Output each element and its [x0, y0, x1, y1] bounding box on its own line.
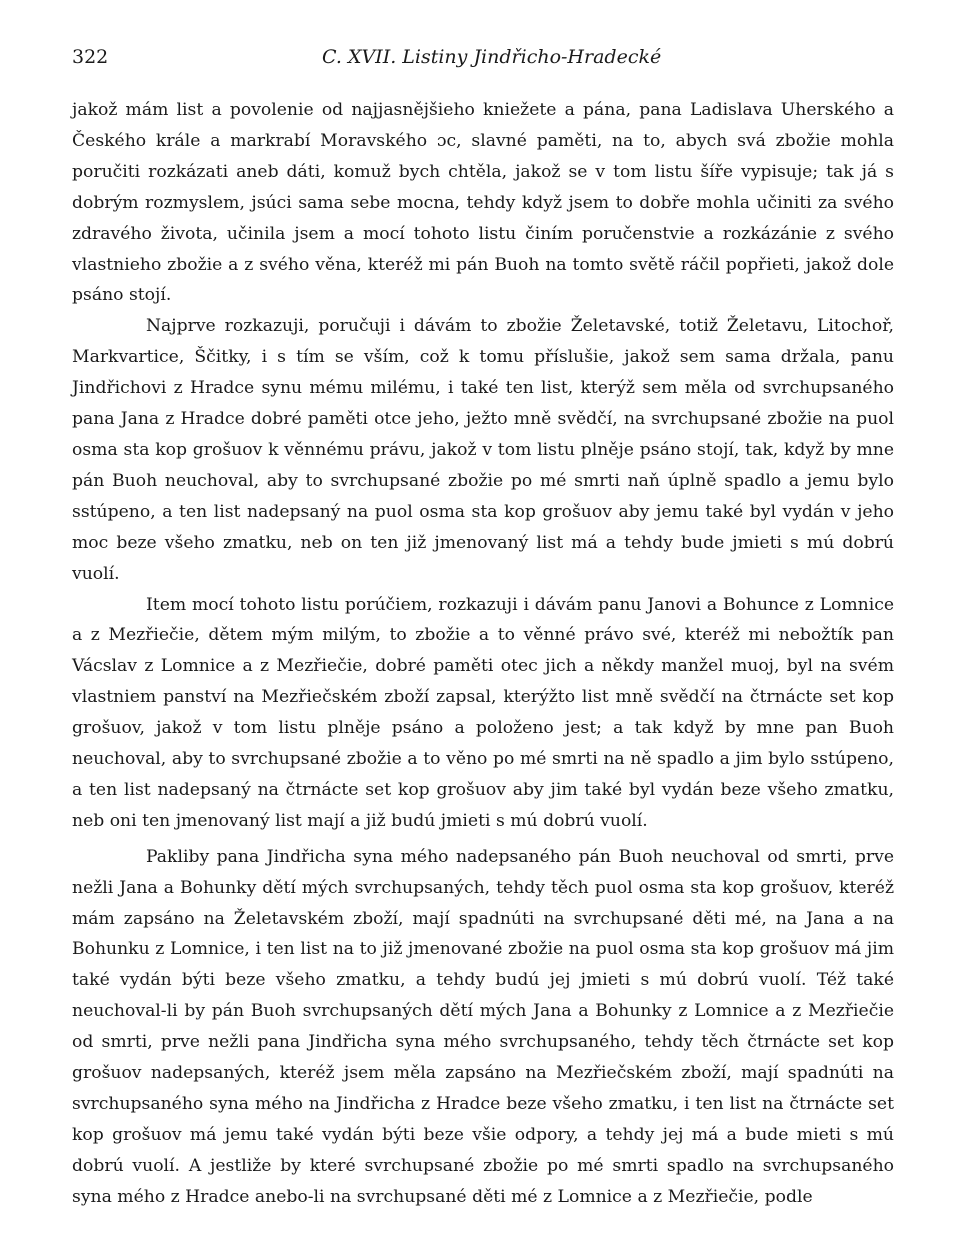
- running-title: C. XVII. Listiny Jindřicho-Hradecké: [322, 46, 662, 68]
- paragraph-4: Pakliby pana Jindřicha syna mého nadepsaného pán Buoh neuchoval od smrti, prve nežli Jana a Bohunky dětí mých svrchupsaných, tehdy těch puol osma sta kop grošuov, kteréž mám zapsáno na Želetavském zboží, mají spadnúti na svrchupsané děti mé, na Jana a na Bohunku z Lomnice, i ten list na to již jmenované zbožie na puol osma sta kop grošuov má jim také vydán býti beze všeho zmatku, a tehdy budú jej jmieti s mú dobrú vuolí. Též také neuchoval-li by pán Buoh svrchupsaných dětí mých Jana a Bohunky z Lomnice a z Mezřiečie od smrti, prve nežli pana Jindřicha syna mého svrchupsaného, tehdy těch čtrnácte set kop grošuov nadepsaných, kteréž jsem měla zapsáno na Mezřiečském zboží, mají spadnúti na svrchupsaného syna mého na Jindřicha z Hradce beze všeho zmatku, i ten list na čtrnácte set kop grošuov má jemu také vydán býti beze všie odpory, a tehdy jej má a bude mieti s mú dobrú vuolí. A jestližе by které svrchupsané zbožie po mé smrti spadlo na svrchupsaného syna mého z Hradce anebo-li na svrchupsané děti mé z Lomnice a z Mezřiečie, podle: [72, 846, 894, 1207]
- body-text: [72, 95, 894, 1213]
- page-number: 322: [72, 46, 109, 68]
- page-header: [72, 46, 896, 76]
- paragraph-3: Item mocí tohoto listu porúčiem, rozkazuji i dávám panu Janovi a Bohunce z Lomnice a z Mezřiečie, dětem mým milým, to zbožie a to věnné právo své, kteréž mi nebožtík pan Vácslav z Lomnice a z Mezřiečie, dobré paměti otec jich a někdy manžel muoj, byl na svém vlastniem panství na Mezřiečském zboží zapsal, kterýžto list mně svědčí na čtrnácte set kop grošuov, jakož v tom listu plněje psáno a položeno jest; a tak když by mne pan Buoh neuchoval, aby to svrchupsané zbožie a to věno po mé smrti na ně spadlo a jim bylo sstúpeno, a ten list nadepsaný na čtrnácte set kop grošuov aby jim také byl vydán beze všeho zmatku, neb oni ten jmenovaný list mají a již budú jmieti s mú dobrú vuolí.: [72, 594, 894, 831]
- paragraph-2: Najprve rozkazuji, poručuji i dávám to zbožie Želetavské, totiž Želetavu, Litochoř, Markvartice, Ščitky, i s tím se vším, což k tomu příslušie, jakož sem sama držala, panu Jindřichovi z Hradce synu mému milému, i také ten list, kterýž sem měla od svrchupsaného pana Jana z Hradce dobré paměti otce jeho, ježto mně svědčí, na svrchupsané zbožie na puol osma sta kop grošuov k věnnému právu, jakož v tom listu plněje psáno stojí, tak, když by mne pán Buoh neuchoval, aby to svrchupsané zbožie po mé smrti naň úplně spadlo a jemu bylo sstúpeno, a ten list nadepsaný na puol osma sta kop grošuov aby jemu také byl vydán v jeho moc beze všeho zmatku, neb on ten již jmenovaný list má a tehdy bude jmieti s mú dobrú vuolí.: [72, 316, 894, 584]
- paragraph-1: jakož mám list a povolenie od najjasnějšieho kniežete a pána, pana Ladislava Uherského a Českého krále a markrabí Moravského ɔc, slavné paměti, na to, abych svá zbožie mohla poručiti rozkázati aneb dáti, komuž bych chtěla, jakož se v tom listu šíře vypisuje; tak já s dobrým rozmyslem, jsúci sama sebe mocna, tehdy když jsem to dobře mohla učiniti za svého zdravého života, učinila jsem a mocí tohoto listu činím poručenstvie a rozkázánie z svého vlastnieho zbožie a z svého věna, kteréž mi pán Buoh na tomto světě ráčil popřieti, jakož dole psáno stojí.: [72, 100, 894, 306]
